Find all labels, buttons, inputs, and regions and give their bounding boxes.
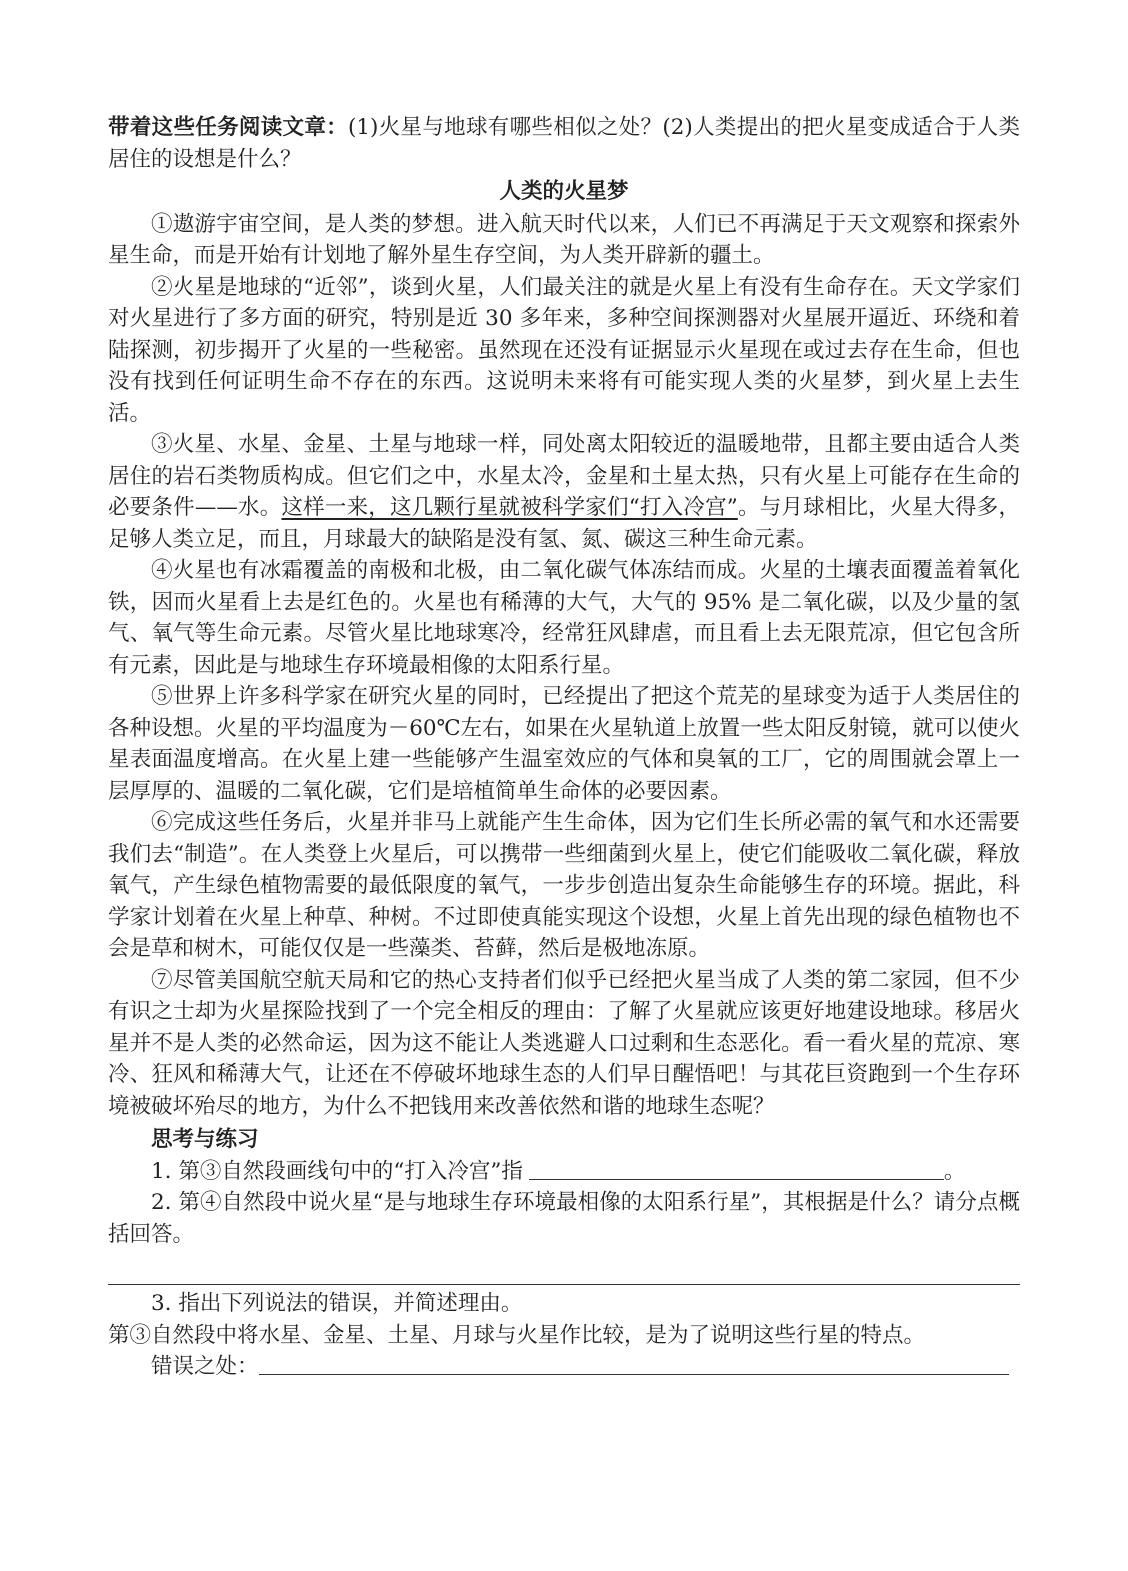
question-2-answer-line[interactable] <box>108 1250 1020 1285</box>
intro-text <box>108 112 1020 175</box>
question-1-end: 。 <box>943 1158 966 1184</box>
paragraph-5: ⑤世界上许多科学家在研究火星的同时，已经提出了把这个荒芜的星球变为适于人类居住的各种设想。火星的平均温度为－60℃左右，如果在火星轨道上放置一些太阳反射镜，就可以使火星表面温度增高。在火星上建一些能够产生温室效应的气体和臭氧的工厂，它的周围就会罩上一层厚厚的、温暖的二氧化碳，它们是培植简单生命体的必要因素。 <box>108 684 1020 804</box>
paragraph-7: ⑦尽管美国航空航天局和它的热心支持者们似乎已经把火星当成了人类的第二家园，但不少有识之士却为火星探险找到了一个完全相反的理由：了解了火星就应该更好地建设地球。移居火星并不是人类的必然命运，因为这不能让人类逃避人口过剩和生态恶化。看一看火星的荒凉、寒冷、狂风和稀薄大气，让还在不停破坏地球生态的人们早日醒悟吧！与其花巨资跑到一个生存环境被破坏殆尽的地方，为什么不把钱用来改善依然和谐的地球生态呢？ <box>108 967 1020 1119</box>
paragraph-4: ④火星也有冰霜覆盖的南极和北极，由二氧化碳气体冻结而成。火星的土壤表面覆盖着氧化铁，因而火星看上去是红色的。火星也有稀薄的大气，大气的 95% 是二氧化碳，以及少量的氢气、氧气等生命元素。尽管火星比地球寒冷，经常狂风肆虐，而且看上去无限荒凉，但它包含所有元素，因此是与地球生存环境最相像的太阳系行星。 <box>108 558 1020 678</box>
question-3-statement: 第③自然段中将水星、金星、土星、月球与火星作比较，是为了说明这些行星的特点。 <box>108 1322 926 1348</box>
error-label: 错误之处： <box>151 1354 259 1379</box>
question-1-text: 1. 第③自然段画线句中的“打入冷宫”指 <box>151 1158 523 1184</box>
paragraph-2: ②火星是地球的“近邻”，谈到火星，人们最关注的就是火星上有没有生命存在。天文学家们对火星进行了多方面的研究，特别是近 30 多年来，多种空间探测器对火星展开逼近、环绕和着陆探测，初步揭开了火星的一些秘密。虽然现在还没有证据显示火星现在或过去存在生命，但也没有找到任何证明生命不存在的东西。这说明未来将有可能实现人类的火星梦，到火星上去生活。 <box>108 274 1020 426</box>
underlined-sentence: 这样一来，这几颗行星就被科学家们“打入冷宫” <box>281 495 738 520</box>
paragraph-3-start: ③火星、水星、金星、土星与地球一样，同处离太阳较近的温暖地带，且都主要由适合人类居住的岩石类物质构成。但它们之中，水星太冷，金星和土星太热，只有火星上可能存在生命的必要条件——水。 <box>108 432 1020 520</box>
paragraph-1: ①遨游宇宙空间，是人类的梦想。进入航天时代以来，人们已不再满足于天文观察和探索外星生命，而是开始有计划地了解外星生存空间，为人类开辟新的疆土。 <box>108 211 1020 268</box>
error-answer-blank[interactable] <box>259 1352 1009 1375</box>
document-page <box>108 112 1020 1383</box>
article-title: 人类的火星梦 <box>499 179 629 204</box>
paragraph-6: ⑥完成这些任务后，火星并非马上就能产生生命体，因为它们生长所必需的氧气和水还需要我们去“制造”。在人类登上火星后，可以携带一些细菌到火星上，使它们能吸收二氧化碳，释放氧气，产生绿色植物需要的最低限度的氧气，一步步创造出复杂生命能够生存的环境。据此，科学家计划着在火星上种草、种树。不过即使真能实现这个设想，火星上首先出现的绿色植物也不会是草和树木，可能仅仅是一些藻类、苔藓，然后是极地冻原。 <box>108 810 1020 961</box>
intro-tasks: (1)火星与地球有哪些相似之处？(2)人类提出的把火星变成适合于人类居住的设想是什么？ <box>108 115 1020 172</box>
paragraph-3-end: 。与月球相比，火星大得多，足够人类立足，而且，月球最大的缺陷是没有氢、氮、碳这三种生命元素。 <box>108 495 1020 552</box>
question-1-answer-blank[interactable] <box>529 1157 944 1180</box>
question-2: 2. 第④自然段中说火星“是与地球生存环境最相像的太阳系行星”，其根据是什么？请分点概括回答。 <box>108 1190 1020 1247</box>
intro-lead: 带着这些任务阅读文章： <box>108 115 348 140</box>
paragraph-3 <box>108 429 1020 555</box>
question-3: 3. 指出下列说法的错误，并简述理由。 <box>151 1291 523 1316</box>
question-3-error-row <box>108 1351 1020 1383</box>
exercises-heading: 思考与练习 <box>151 1127 259 1152</box>
question-1 <box>108 1156 1020 1188</box>
